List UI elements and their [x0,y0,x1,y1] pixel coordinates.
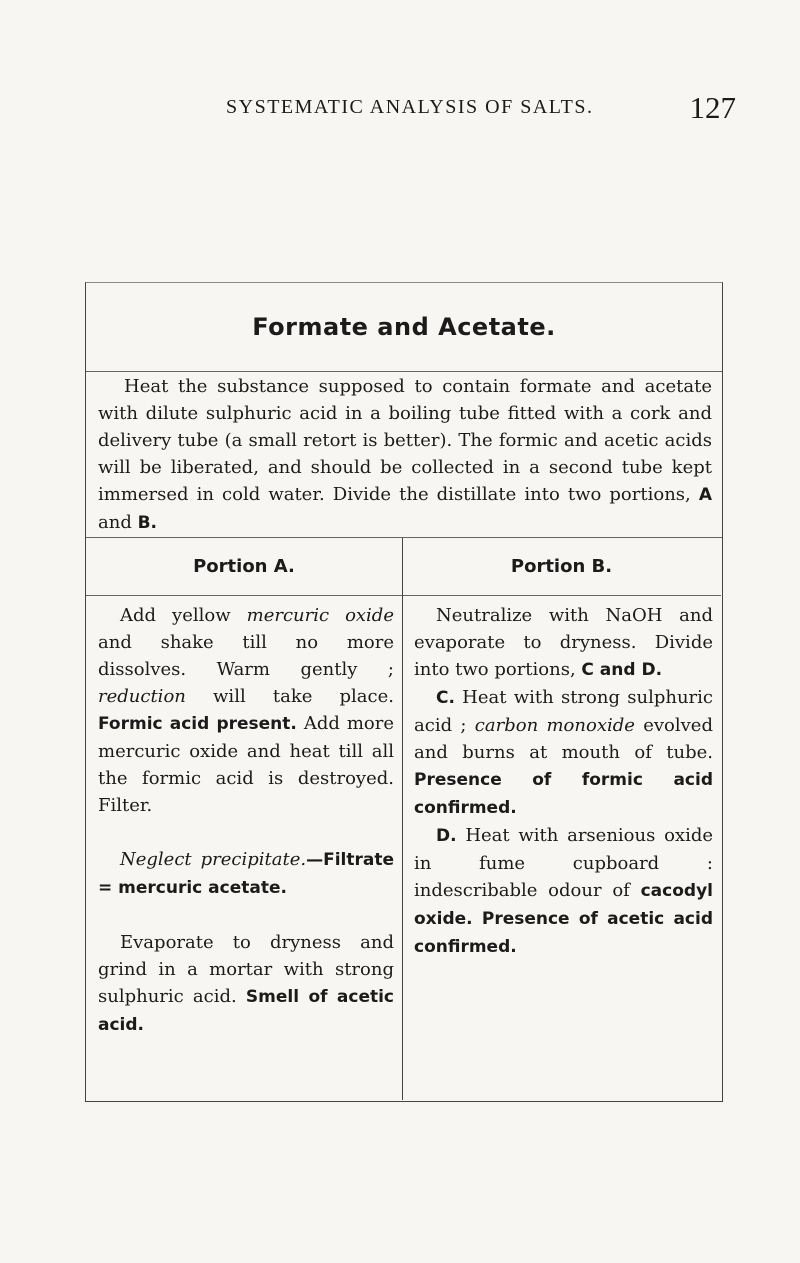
result-formic-acid: Formic acid present. [98,714,297,734]
portion-a-paragraph-1 [98,602,394,819]
text-run: Heat with arsenious oxide in fume cupboard : indescribable odour of [414,825,713,901]
intro-paragraph [86,371,722,538]
label-d: D. [436,826,457,846]
text-run: Add more mercuric oxide and heat till all the formic acid is destroyed. Filter. [98,713,394,816]
table-title: Formate and Acetate. [86,283,722,372]
term-reduction: reduction [98,686,186,707]
portion-a-heading: Portion A. [86,538,402,596]
text-run: evolved and burns at mouth of tube. [414,715,713,763]
portion-a-paragraph-2 [98,846,394,902]
text-run: Evaporate to dryness and grind in a mortar with strong sulphuric acid. [98,932,394,1007]
portion-b-heading: Portion B. [402,538,721,596]
portion-a-column [86,596,402,1100]
label-c: C. [436,688,455,708]
portion-b-paragraph-2 [414,684,713,822]
page-number: 127 [689,90,736,125]
result-acetic-acid: Smell of acetic acid. [98,987,394,1035]
result-filtrate: —Filtrate = mercuric acetate. [98,850,394,898]
term-carbon-monoxide: carbon monoxide [474,715,635,736]
portion-a-paragraph-3 [98,929,394,1039]
text-run: and shake till no more dissolves. Warm gently ; [98,632,394,680]
intro-text: Heat the substance supposed to contain formate and acetate with dilute sulphuric acid in a boiling tube fitted with a cork and delivery tube (a small retort is better). The formic and acetic acids will be liberated, and should be collected in a second tube kept immersed in cold water. Divide the distillate into two portions, [98,376,712,505]
portion-b-paragraph-1 [414,602,713,684]
intro-joiner: and [98,512,138,533]
intro-portion-a: A [698,485,712,505]
term-neglect-precipitate: Neglect precipitate. [120,849,307,870]
result-acetic-confirmed: cacodyl oxide. Presence of acetic acid confirmed. [414,881,713,957]
text-run: will take place. [185,686,394,707]
running-head [226,90,736,130]
text-run: Add yellow [120,605,247,626]
reagent-mercuric-oxide: mercuric oxide [246,605,394,626]
text-run: Heat with strong sulphuric acid ; [414,687,713,736]
result-formic-confirmed: Presence of formic acid confirmed. [414,770,713,818]
text-run: Neutralize with NaOH and evaporate to dryness. Divide into two portions, [414,605,713,680]
running-title: SYSTEMATIC ANALYSIS OF SALTS. [226,96,594,118]
portions-c-d: C and D. [581,660,663,680]
intro-portion-b: B. [137,513,157,533]
portion-b-column [402,596,721,1100]
portion-b-paragraph-3 [414,822,713,961]
analysis-table [85,282,723,1102]
